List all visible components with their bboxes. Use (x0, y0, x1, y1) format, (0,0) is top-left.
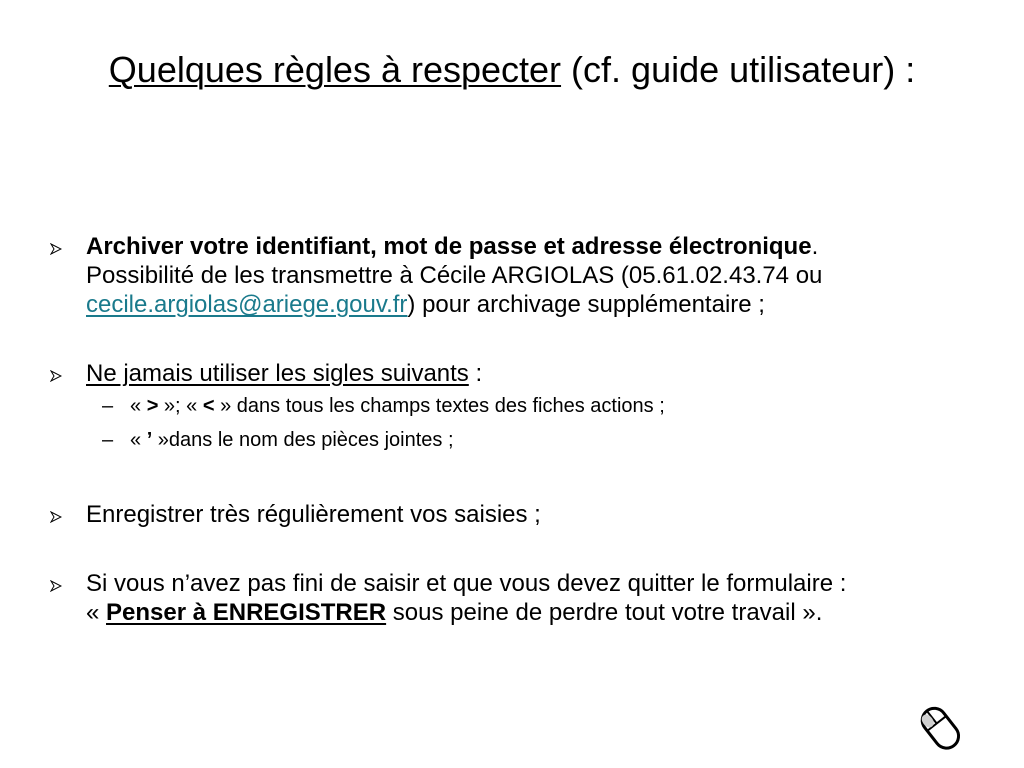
bullet-1-line-3 (86, 290, 1000, 319)
bullet-1-line-1 (86, 232, 1000, 261)
dash-marker: – (102, 429, 114, 451)
bullet-1-after-link: ) pour archivage supplémentaire ; (407, 291, 765, 318)
sub-1-part-3: » dans tous les champs textes des fiches actions ; (214, 395, 665, 417)
bullet-save-before-leaving (50, 569, 1000, 627)
bullet-4-emphasis: Penser à ENREGISTRER (106, 599, 387, 626)
bullet-4-line-2-start: « (86, 599, 107, 626)
sub-1-symbol-less: < (202, 395, 215, 417)
bullet-4-line-2 (86, 598, 1000, 627)
sub-1-part-1: « (130, 395, 147, 417)
mouse-icon (912, 700, 970, 758)
bullet-save-regularly (50, 500, 1000, 529)
sub-item-angle-brackets (50, 394, 1000, 418)
bullet-2-underlined: Ne jamais utiliser les sigles suivants (86, 360, 469, 387)
sub-2-part-2: »dans le nom des pièces jointes ; (152, 429, 454, 451)
bullet-3-text: Enregistrer très régulièrement vos saisies ; (86, 501, 541, 528)
sub-2-symbol-apostrophe: ’ (146, 429, 153, 451)
bullet-1-after-bold: . (811, 233, 819, 260)
bullet-1-bold: Archiver votre identifiant, mot de passe et adresse électronique (86, 233, 812, 260)
forbidden-symbols-list (50, 394, 1000, 452)
slide-title-underlined: Quelques règles à respecter (108, 49, 562, 90)
arrowhead-bullet-icon (50, 243, 62, 255)
slide-title (0, 48, 1024, 92)
sub-1-part-2: »; « (158, 395, 203, 417)
bullet-forbidden-symbols (50, 359, 1000, 388)
dash-marker: – (102, 395, 114, 417)
arrowhead-bullet-icon (50, 511, 62, 523)
arrowhead-bullet-icon (50, 580, 62, 592)
slide-content (50, 232, 1000, 627)
arrowhead-bullet-icon (50, 370, 62, 382)
bullet-archive-credentials (50, 232, 1000, 319)
bullet-1-line-2: Possibilité de les transmettre à Cécile ARGIOLAS (05.61.02.43.74 ou (86, 262, 823, 289)
bullet-2-after: : (468, 360, 483, 387)
sub-item-apostrophe (50, 428, 1000, 452)
sub-2-part-1: « (130, 429, 147, 451)
bullet-4-line-2-end: sous peine de perdre tout votre travail ». (386, 599, 823, 626)
email-link[interactable]: cecile.argiolas@ariege.gouv.fr (86, 291, 408, 318)
sub-1-symbol-greater: > (146, 395, 159, 417)
slide-title-rest: (cf. guide utilisateur) : (561, 49, 916, 90)
bullet-4-line-1: Si vous n’avez pas fini de saisir et que vous devez quitter le formulaire : (86, 570, 847, 597)
bullet-2-line (86, 359, 1000, 388)
